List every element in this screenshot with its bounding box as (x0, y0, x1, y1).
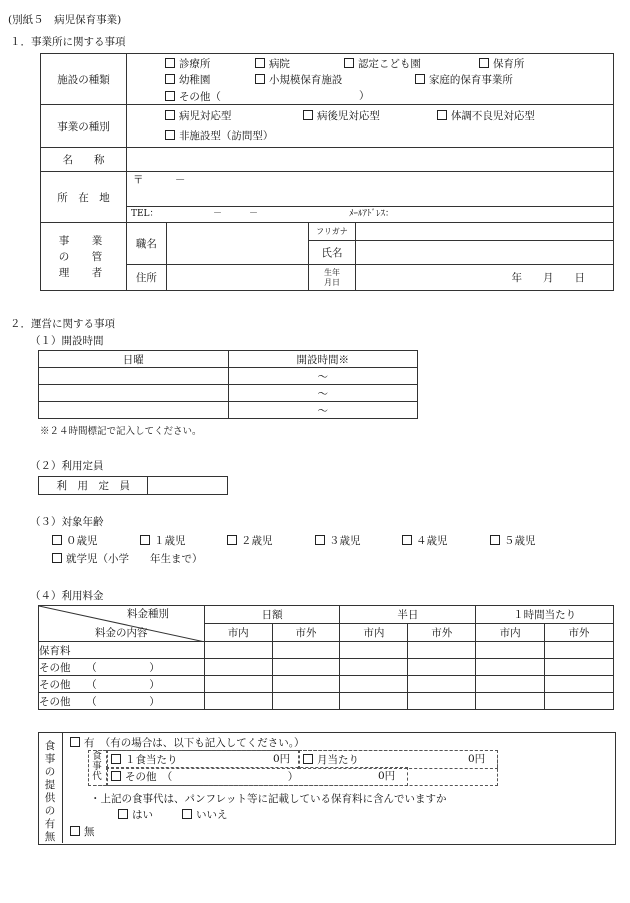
postal-mark: 〒 － (132, 174, 186, 186)
checkbox-icon (165, 130, 175, 140)
age-3[interactable]: ３歳児 (315, 535, 361, 547)
fee-cell[interactable] (408, 642, 476, 659)
sub-in: 市内 (476, 624, 545, 642)
diag-bottom: 料金の内容 (95, 627, 148, 639)
answer-yes[interactable]: はい (118, 809, 153, 821)
fee-table (38, 605, 614, 710)
checkbox-icon (255, 58, 265, 68)
checkbox-icon (303, 110, 313, 120)
time-cell[interactable]: ～ (228, 385, 418, 402)
hours-note: ※２４時間標記で記入してください。 (40, 426, 202, 437)
fee-cell[interactable] (408, 693, 476, 710)
checkbox-icon (165, 110, 175, 120)
checkbox-icon (165, 91, 175, 101)
opt-recovery[interactable]: 病後児対応型 (303, 110, 380, 122)
answer-no[interactable]: いいえ (182, 809, 228, 821)
day-cell[interactable] (39, 368, 229, 385)
birthday-label: 生年月日 (308, 265, 356, 291)
fee-row-label: その他 （ ） (39, 676, 205, 693)
fee-cell[interactable] (545, 693, 614, 710)
checkbox-icon (118, 809, 128, 819)
fee-row-label: その他 （ ） (39, 659, 205, 676)
jusho-label: 住所 (126, 265, 166, 291)
col-day: 日曜 (39, 351, 229, 368)
name-field[interactable] (126, 148, 613, 172)
manager-label: 事 業 の 管 理 者 (41, 223, 127, 291)
fee-cell[interactable] (272, 693, 340, 710)
opt-other[interactable]: その他（ (165, 91, 221, 103)
age-title: （３）対象年齢 (30, 516, 104, 528)
col-time: 開設時間※ (228, 351, 418, 368)
checkbox-icon (165, 58, 175, 68)
time-cell[interactable]: ～ (228, 402, 418, 419)
fee-cell[interactable] (545, 642, 614, 659)
fee-cell[interactable] (476, 642, 545, 659)
fee-cell[interactable] (476, 659, 545, 676)
sub-in: 市内 (340, 624, 408, 642)
fee-cell[interactable] (204, 659, 272, 676)
checkbox-icon (255, 74, 265, 84)
age-1[interactable]: １歳児 (140, 535, 186, 547)
hours-table (38, 350, 418, 419)
opt-other-close: ） (358, 90, 370, 102)
fee-cell[interactable] (204, 642, 272, 659)
age-4[interactable]: ４歳児 (402, 535, 448, 547)
capacity-field[interactable] (148, 477, 228, 495)
checkbox-icon (437, 110, 447, 120)
checkbox-icon (70, 826, 80, 836)
fullname-field[interactable] (356, 241, 614, 265)
section2-title: ２．運営に関する事項 (10, 318, 115, 330)
time-cell[interactable]: ～ (228, 368, 418, 385)
checkbox-icon (303, 754, 313, 764)
checkbox-icon (140, 535, 150, 545)
per-meal-yen: 0円 (273, 753, 291, 765)
day-cell[interactable] (39, 385, 229, 402)
doc-header: (別紙５ 病児保育事業) (8, 14, 122, 26)
address-field[interactable] (126, 172, 613, 207)
opt-sick[interactable]: 病児対応型 (165, 110, 232, 122)
furigana-label: フリガナ (308, 223, 356, 241)
opt-hospital[interactable]: 病院 (255, 58, 290, 70)
group-halfday: 半日 (340, 606, 476, 624)
group-daily: 日額 (204, 606, 340, 624)
opt-home-nursery[interactable]: 家庭的保育事業所 (415, 74, 513, 86)
fee-cell[interactable] (272, 659, 340, 676)
opt-clinic[interactable]: 診療所 (165, 58, 211, 70)
group-hourly: １時間当たり (476, 606, 614, 624)
fee-cell[interactable] (476, 693, 545, 710)
business-type-options (126, 105, 613, 148)
fee-row-label: その他 （ ） (39, 693, 205, 710)
meal-cost-label: 食事代 (92, 751, 102, 782)
checkbox-icon (52, 553, 62, 563)
checkbox-icon (70, 737, 80, 747)
checkbox-icon (315, 535, 325, 545)
fee-cell[interactable] (272, 676, 340, 693)
fee-cell[interactable] (476, 676, 545, 693)
hours-title: （１）開設時間 (30, 335, 104, 347)
checkbox-icon (227, 535, 237, 545)
fee-cell[interactable] (340, 693, 408, 710)
age-0[interactable]: ０歳児 (52, 535, 98, 547)
checkbox-icon (490, 535, 500, 545)
facility-type-label: 施設の種類 (41, 54, 127, 105)
birthday-field[interactable]: 年 月 日 (356, 265, 614, 291)
contact-row[interactable] (126, 207, 613, 223)
fee-cell[interactable] (272, 642, 340, 659)
checkbox-icon (402, 535, 412, 545)
tel-dashes: － － (212, 209, 258, 219)
business-type-label: 事業の種別 (41, 105, 127, 148)
fee-cell[interactable] (204, 676, 272, 693)
meal-yes[interactable]: 有 （有の場合は、以下も記入してください。） (70, 737, 305, 749)
sub-in: 市内 (204, 624, 272, 642)
fee-cell[interactable] (340, 676, 408, 693)
age-2[interactable]: ２歳児 (227, 535, 273, 547)
sub-out: 市外 (272, 624, 340, 642)
opt-kodomoen[interactable]: 認定こども園 (344, 58, 421, 70)
capacity-label: 利 用 定 員 (39, 477, 148, 495)
fee-cell[interactable] (340, 642, 408, 659)
sub-out: 市外 (408, 624, 476, 642)
capacity-table (38, 476, 228, 495)
checkbox-icon (479, 58, 489, 68)
age-5[interactable]: ５歳児 (490, 535, 536, 547)
fullname-label: 氏名 (308, 241, 356, 265)
furigana-field[interactable] (356, 223, 614, 241)
other-meal-yen: 0円 (378, 770, 396, 782)
fee-cell[interactable] (545, 676, 614, 693)
fee-cell[interactable] (408, 659, 476, 676)
other-meal[interactable]: その他 （ ） (111, 771, 298, 783)
fee-title: （４）利用料金 (30, 590, 104, 602)
checkbox-icon (415, 74, 425, 84)
address-label: 所 在 地 (41, 172, 127, 223)
opt-unwell[interactable]: 体調不良児対応型 (437, 110, 535, 122)
fee-cell[interactable] (204, 693, 272, 710)
section1-title: １．事業所に関する事項 (10, 36, 126, 48)
sub-out: 市外 (545, 624, 614, 642)
opt-visit[interactable]: 非施設型（訪問型） (165, 130, 274, 142)
meal-question: ・上記の食事代は、パンフレット等に記載している保育料に含んでいますか (90, 793, 447, 805)
checkbox-icon (52, 535, 62, 545)
checkbox-icon (344, 58, 354, 68)
tel-label: TEL： (130, 209, 159, 219)
per-month[interactable]: 月当たり (303, 754, 359, 766)
opt-hoikusho[interactable]: 保育所 (479, 58, 525, 70)
job-title-label: 職名 (126, 223, 166, 265)
fee-row-label: 保育料 (39, 642, 205, 659)
name-label: 名 称 (41, 148, 127, 172)
day-cell[interactable] (39, 402, 229, 419)
per-meal[interactable]: １食当たり (111, 754, 178, 766)
facility-table (40, 53, 614, 291)
age-school[interactable]: 就学児（小学 年生まで） (52, 553, 203, 565)
fee-cell[interactable] (340, 659, 408, 676)
fee-cell[interactable] (408, 676, 476, 693)
opt-kindergarten[interactable]: 幼稚園 (165, 74, 211, 86)
fee-diagonal-header (39, 606, 205, 642)
meal-no[interactable]: 無 (70, 826, 95, 838)
checkbox-icon (165, 74, 175, 84)
diag-top: 料金種別 (127, 608, 169, 620)
checkbox-icon (111, 771, 121, 781)
facility-type-options (126, 54, 613, 105)
jusho-field[interactable] (166, 265, 308, 291)
email-label: ﾒｰﾙｱﾄﾞﾚｽ： (348, 209, 394, 219)
checkbox-icon (111, 754, 121, 764)
opt-small-nursery[interactable]: 小規模保育施設 (255, 74, 343, 86)
meal-side-label: 食事の提供の有無 (44, 740, 56, 843)
capacity-title: （２）利用定員 (30, 460, 104, 472)
fee-cell[interactable] (545, 659, 614, 676)
per-month-yen: 0円 (468, 753, 486, 765)
checkbox-icon (182, 809, 192, 819)
job-title-field[interactable] (166, 223, 308, 265)
